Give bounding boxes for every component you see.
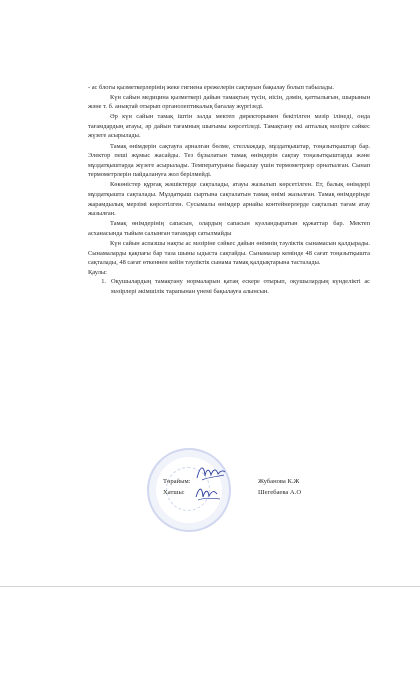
document-body <box>88 83 370 297</box>
chair-row <box>163 476 373 487</box>
decision-list <box>88 277 370 296</box>
decision-item <box>88 277 370 296</box>
paragraph-1: - ас блогы қызметкерлерінің жеке гигиена ережелерін сақтауын бақылау болып табылады. <box>88 84 334 91</box>
paragraph-7: Күн сайын аспазшы нақты ас мәзіріне сәйкес дайын өнімнің тәуліктік сынамасын қалдырады. Сынамаларды қақпағы бар таза шыны ыдыста сақтайды. Сынамалар кемінде 48 сағат тоңазытқышта сақталады, 48 сағат өткеннен кейін тәуліктік сынама тамақ қалдықтарына тасталады. <box>88 240 370 267</box>
paragraph-3: Әр күн сайын тамақ іштін залда мектеп директорымен бекітілген мәзір ілінеді, онда тағамдардың атауы, әр дайын тағамның шығымы көрсетіледі. Тамақтану екі апталық мәзірге сәйкес жүзеге асырылады. <box>88 113 370 140</box>
decision-text: Оқушылардың тамақтану нормаларын қатаң ескере отырып, оқушылардың күнделікті ас мәзірлері әкімшілік тарапынан үнемі бақылауға алынсын. <box>111 278 370 295</box>
secretary-role: Хатшы: <box>163 489 185 496</box>
secretary-row <box>163 487 373 498</box>
paragraph-5: Көкөністер құрғақ жәшіктерде сақталады, атауы жазылып көрсетілген. Ет, балық өнімдері мұздатқышта сақталады. Мұздатқыш сыртына сақталатын тамақ өнімі жазылған. Тамақ өнімдерінде жарамдылық мерзімі көрсетілген. Сусымалы өнімдер арнайы контейнерлерде сақталып тағам атау жазылған. <box>88 181 370 218</box>
paragraph-4: Тамақ өнімдерін сақтауға арналған бөлме, стеллаждар, мұздатқыштар, тоңазытқыштар бар. Электор пеші жұмыс жасайды. Тез бұзылатын тамақ өнімдерін сақтау тоңазытқыштарда және мұздатқыштарда жүзеге асырылады. Температураны бақылау үшін термометрлер орнатылған. Сынап термометрлерін пайдалануға жол берілмейді. <box>88 142 370 179</box>
paragraph-2: Күн сайын медицина қызметкері дайын тамақтың түсін, иісін, дәмін, қаттылығын, шырынын және т. б. анықтай отырып органолептикалық бағалау жүргізеді. <box>88 93 370 111</box>
secretary-name: Шегебаева А.О <box>258 489 302 496</box>
signature-block <box>163 476 373 498</box>
footer-divider <box>0 586 420 587</box>
chair-role: Төрайым: <box>163 478 191 485</box>
decision-number: 1. <box>101 278 106 286</box>
decision-heading: Қаулы: <box>88 268 107 276</box>
chair-name: Жубанова К.Ж <box>258 478 300 485</box>
paragraph-6: Тамақ өнімдерінің сапасын, олардың сапасын куәландыратын құжаттар бар. Мектеп асханасында тыйым салынған тағамдар сатылмайды <box>88 220 370 237</box>
